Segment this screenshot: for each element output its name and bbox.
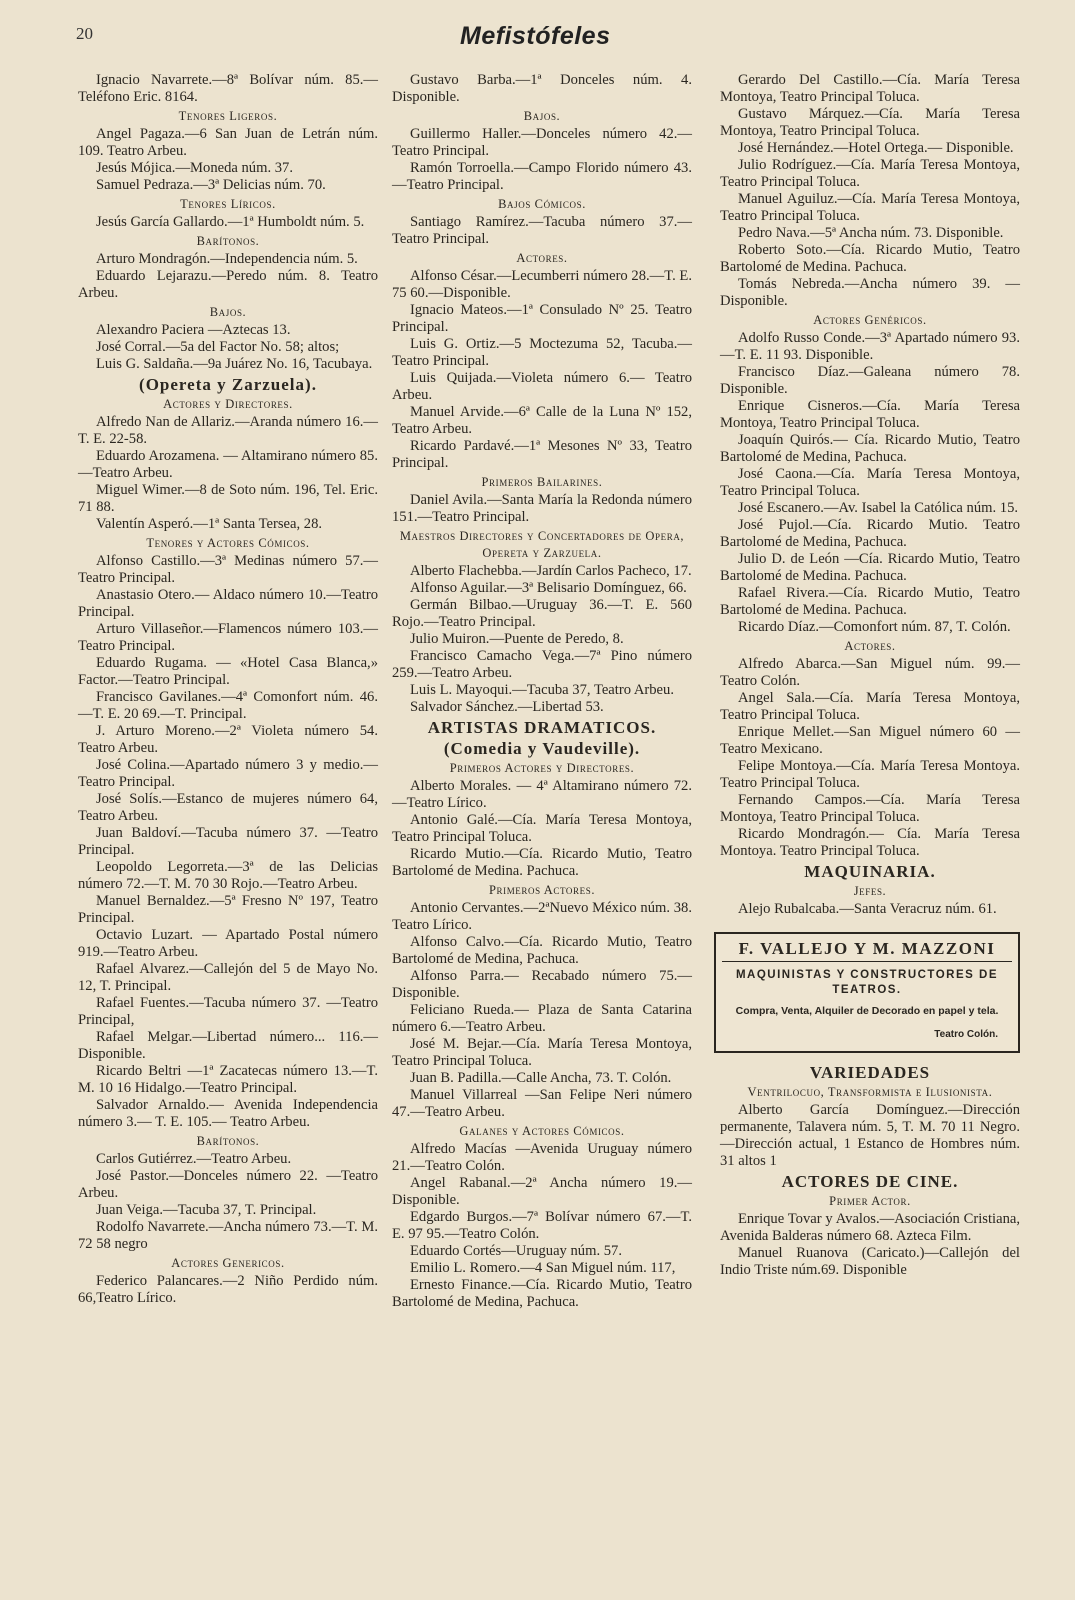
directory-entry: Alfredo Macías —Avenida Uruguay número 21.—Teatro Colón.	[392, 1141, 692, 1174]
directory-entry: Salvador Sánchez.—Libertad 53.	[410, 699, 604, 715]
directory-entry: José Hernández.—Hotel Ortega.— Disponible.	[738, 140, 1014, 156]
section-heading: Primeros Actores.	[488, 883, 596, 897]
directory-entry: Alberto García Domínguez.—Dirección permanente, Talavera núm. 5, T. M. 70 11 Negro.—Dirección actual, 1 Estanco de Hombres núm. 31 altos 1	[720, 1102, 1020, 1169]
directory-entry: José Solís.—Estanco de mujeres número 64, Teatro Arbeu.	[78, 791, 378, 824]
directory-entry: Joaquín Quirós.— Cía. Ricardo Mutio, Teatro Bartolomé de Medina, Pachuca.	[720, 432, 1020, 465]
section-heading: Tenores Ligeros.	[178, 109, 278, 123]
directory-entry: José Colina.—Apartado número 3 y medio.—Teatro Principal.	[78, 757, 378, 790]
directory-entry: Alberto Flachebba.—Jardín Carlos Pacheco, 17.	[410, 563, 692, 579]
right-column-listings-lower	[720, 1063, 1020, 1279]
section-heading: Actores.	[516, 251, 568, 265]
directory-entry: Julio D. de León —Cía. Ricardo Mutio, Teatro Bartolomé de Medina. Pachuca.	[720, 551, 1020, 584]
directory-entry: Rodolfo Navarrete.—Ancha número 73.—T. M. 72 58 negro	[78, 1219, 378, 1252]
directory-entry: Gerardo Del Castillo.—Cía. María Teresa Montoya, Teatro Principal Toluca.	[720, 72, 1020, 105]
column-right	[720, 72, 1020, 1279]
directory-entry: Ricardo Mutio.—Cía. Ricardo Mutio, Teatro Bartolomé de Medina. Pachuca.	[392, 846, 692, 879]
directory-entry: Octavio Luzart. — Apartado Postal número 919.—Teatro Arbeu.	[78, 927, 378, 960]
section-heading: Actores Genericos.	[171, 1256, 285, 1270]
right-column-listings	[720, 72, 1020, 918]
directory-entry: Arturo Villaseñor.—Flamencos número 103.—Teatro Principal.	[78, 621, 378, 654]
directory-entry: Eduardo Cortés—Uruguay núm. 57.	[410, 1243, 622, 1259]
directory-entry: Miguel Wimer.—8 de Soto núm. 196, Tel. Eric. 71 88.	[78, 482, 378, 515]
directory-entry: José Caona.—Cía. María Teresa Montoya, Teatro Principal Toluca.	[720, 466, 1020, 499]
directory-entry: Feliciano Rueda.— Plaza de Santa Catarina número 6.—Teatro Arbeu.	[392, 1002, 692, 1035]
directory-entry: José Corral.—5a del Factor No. 58; altos;	[96, 339, 340, 355]
section-heading: Actores.	[844, 639, 896, 653]
directory-entry: Emilio L. Romero.—4 San Miguel núm. 117,	[410, 1260, 676, 1276]
directory-entry: Rafael Fuentes.—Tacuba número 37. —Teatro Principal,	[78, 995, 378, 1028]
directory-entry: Ramón Torroella.—Campo Florido número 43.—Teatro Principal.	[392, 160, 692, 193]
directory-entry: Alfredo Nan de Allariz.—Aranda número 16.—T. E. 22-58.	[78, 414, 378, 447]
directory-entry: Juan Veiga.—Tacuba 37, T. Principal.	[96, 1202, 317, 1218]
ad-services: Compra, Venta, Alquiler de Decorado en papel y tela.	[735, 1005, 999, 1017]
directory-entry: Daniel Avila.—Santa María la Redonda número 151.—Teatro Principal.	[392, 492, 692, 525]
section-heading: Bajos.	[523, 109, 561, 123]
directory-entry: Juan B. Padilla.—Calle Ancha, 73. T. Colón.	[410, 1070, 672, 1086]
directory-entry: Ignacio Mateos.—1ª Consulado Nº 25. Teatro Principal.	[392, 302, 692, 335]
directory-entry: Alejo Rubalcaba.—Santa Veracruz núm. 61.	[738, 901, 997, 917]
directory-entry: Ernesto Finance.—Cía. Ricardo Mutio, Teatro Bartolomé de Medina, Pachuca.	[392, 1277, 692, 1310]
directory-entry: Alfonso Castillo.—3ª Medinas número 57.—Teatro Principal.	[78, 553, 378, 586]
directory-entry: Guillermo Haller.—Donceles número 42.—Teatro Principal.	[392, 126, 692, 159]
section-heading: Tenores y Actores Cómicos.	[146, 536, 310, 550]
directory-entry: Alberto Morales. — 4ª Altamirano número 72.—Teatro Lírico.	[392, 778, 692, 811]
directory-entry: Antonio Cervantes.—2ªNuevo México núm. 38. Teatro Lírico.	[392, 900, 692, 933]
directory-entry: Ricardo Díaz.—Comonfort núm. 87, T. Colón.	[738, 619, 1011, 635]
directory-entry: Enrique Mellet.—San Miguel número 60 —Teatro Mexicano.	[720, 724, 1020, 757]
section-heading: Galanes y Actores Cómicos.	[459, 1124, 625, 1138]
directory-entry: Manuel Bernaldez.—5ª Fresno Nº 197, Teatro Principal.	[78, 893, 378, 926]
directory-entry: Gustavo Barba.—1ª Donceles núm. 4. Disponible.	[392, 72, 692, 105]
directory-entry: Felipe Montoya.—Cía. María Teresa Montoya. Teatro Principal Toluca.	[720, 758, 1020, 791]
directory-entry: Enrique Tovar y Avalos.—Asociación Cristiana, Avenida Balderas número 68. Azteca Film.	[720, 1211, 1020, 1244]
directory-entry: Roberto Soto.—Cía. Ricardo Mutio, Teatro Bartolomé de Medina. Pachuca.	[720, 242, 1020, 275]
directory-entry: Alfredo Abarca.—San Miguel núm. 99.—Teatro Colón.	[720, 656, 1020, 689]
directory-entry: Santiago Ramírez.—Tacuba número 37.—Teatro Principal.	[392, 214, 692, 247]
directory-entry: Carlos Gutiérrez.—Teatro Arbeu.	[96, 1151, 292, 1167]
directory-entry: Samuel Pedraza.—3ª Delicias núm. 70.	[96, 177, 326, 193]
ad-company-name: F. VALLEJO Y M. MAZZONI	[722, 940, 1012, 962]
directory-entry: José Pujol.—Cía. Ricardo Mutio. Teatro Bartolomé de Medina, Pachuca.	[720, 517, 1020, 550]
directory-entry: Alfonso Calvo.—Cía. Ricardo Mutio, Teatro Bartolomé de Medina, Pachuca.	[392, 934, 692, 967]
directory-entry: Jesús García Gallardo.—1ª Humboldt núm. 5.	[96, 214, 365, 230]
directory-entry: Ricardo Pardavé.—1ª Mesones Nº 33, Teatro Principal.	[392, 438, 692, 471]
directory-entry: Antonio Galé.—Cía. María Teresa Montoya, Teatro Principal Toluca.	[392, 812, 692, 845]
directory-entry: Alfonso Parra.— Recabado número 75.—Disponible.	[392, 968, 692, 1001]
major-heading: (Comedia y Vaudeville).	[443, 739, 641, 758]
directory-entry: Luis G. Saldaña.—9a Juárez No. 16, Tacubaya.	[96, 356, 373, 372]
directory-entry: Luis Quijada.—Violeta número 6.— Teatro Arbeu.	[392, 370, 692, 403]
directory-entry: Adolfo Russo Conde.—3ª Apartado número 93.—T. E. 11 93. Disponible.	[720, 330, 1020, 363]
directory-entry: Julio Muiron.—Puente de Peredo, 8.	[410, 631, 624, 647]
directory-entry: Germán Bilbao.—Uruguay 36.—T. E. 560 Rojo.—Teatro Principal.	[392, 597, 692, 630]
directory-entry: Enrique Cisneros.—Cía. María Teresa Montoya, Teatro Principal Toluca.	[720, 398, 1020, 431]
directory-entry: Federico Palancares.—2 Niño Perdido núm. 66,Teatro Lírico.	[78, 1273, 378, 1306]
directory-entry: Manuel Arvide.—6ª Calle de la Luna Nº 152, Teatro Arbeu.	[392, 404, 692, 437]
directory-entry: José M. Bejar.—Cía. María Teresa Montoya, Teatro Principal Toluca.	[392, 1036, 692, 1069]
directory-entry: Francisco Gavilanes.—4ª Comonfort núm. 46.—T. E. 20 69.—T. Principal.	[78, 689, 378, 722]
directory-entry: Salvador Arnaldo.— Avenida Independencia número 3.— T. E. 105.— Teatro Arbeu.	[78, 1097, 378, 1130]
section-heading: Tenores Líricos.	[180, 197, 276, 211]
page-number: 20	[76, 24, 93, 43]
major-heading: (Opereta y Zarzuela).	[139, 375, 317, 394]
directory-entry: Fernando Campos.—Cía. María Teresa Montoya, Teatro Principal Toluca.	[720, 792, 1020, 825]
directory-entry: Manuel Ruanova (Caricato.)—Callejón del Indio Triste núm.69. Disponible	[720, 1245, 1020, 1278]
section-heading: Ventrilocuo, Transformista e Ilusionista.	[747, 1085, 993, 1099]
section-heading: Barítonos.	[196, 1134, 260, 1148]
directory-entry: Alfonso Aguilar.—3ª Belisario Domínguez, 66.	[410, 580, 687, 596]
directory-entry: Francisco Camacho Vega.—7ª Pino número 259.—Teatro Arbeu.	[392, 648, 692, 681]
section-heading: Jefes.	[853, 884, 887, 898]
masthead: Mefistófeles	[460, 22, 611, 50]
section-heading: Maestros Directores y Concertadores de Opera, Opereta y Zarzuela.	[399, 529, 685, 560]
directory-entry: Manuel Villarreal —San Felipe Neri número 47.—Teatro Arbeu.	[392, 1087, 692, 1120]
directory-entry: Ricardo Mondragón.— Cía. María Teresa Montoya. Teatro Principal Toluca.	[720, 826, 1020, 859]
directory-entry: Julio Rodríguez.—Cía. María Teresa Montoya, Teatro Principal Toluca.	[720, 157, 1020, 190]
section-heading: Barítonos.	[196, 234, 260, 248]
major-heading: VARIEDADES	[809, 1063, 931, 1082]
section-heading: Primer Actor.	[829, 1194, 911, 1208]
directory-entry: Arturo Mondragón.—Independencia núm. 5.	[96, 251, 358, 267]
directory-entry: Rafael Melgar.—Libertad número... 116.— Disponible.	[78, 1029, 378, 1062]
directory-entry: Gustavo Márquez.—Cía. María Teresa Montoya, Teatro Principal Toluca.	[720, 106, 1020, 139]
section-heading: Bajos Cómicos.	[498, 197, 586, 211]
directory-entry: J. Arturo Moreno.—2ª Violeta número 54. Teatro Arbeu.	[78, 723, 378, 756]
section-heading: Primeros Actores y Directores.	[449, 761, 635, 775]
section-heading: Actores y Directores.	[163, 397, 293, 411]
directory-entry: Valentín Asperó.—1ª Santa Tersea, 28.	[96, 516, 323, 532]
directory-entry: Juan Baldoví.—Tacuba número 37. —Teatro Principal.	[78, 825, 378, 858]
section-heading: Primeros Bailarines.	[481, 475, 603, 489]
section-heading: Actores Genéricos.	[813, 313, 927, 327]
directory-entry: Jesús Mójica.—Moneda núm. 37.	[96, 160, 293, 176]
directory-entry: Ricardo Beltri —1ª Zacatecas número 13.—T. M. 10 16 Hidalgo.—Teatro Principal.	[78, 1063, 378, 1096]
directory-entry: Luis G. Ortiz.—5 Moctezuma 52, Tacuba.—Teatro Principal.	[392, 336, 692, 369]
major-heading: ACTORES DE CINE.	[781, 1172, 959, 1191]
directory-entry: Luis L. Mayoqui.—Tacuba 37, Teatro Arbeu.	[410, 682, 674, 698]
page-header	[0, 18, 1075, 58]
advertisement-box	[714, 932, 1020, 1053]
ad-location: Teatro Colón.	[934, 1029, 998, 1040]
directory-entry: Manuel Aguiluz.—Cía. María Teresa Montoya, Teatro Principal Toluca.	[720, 191, 1020, 224]
section-heading: Bajos.	[209, 305, 247, 319]
directory-entry: Tomás Nebreda.—Ancha número 39. —Disponible.	[720, 276, 1020, 309]
directory-entry: Pedro Nava.—5ª Ancha núm. 73. Disponible.	[738, 225, 1004, 241]
directory-entry: Alexandro Paciera —Aztecas 13.	[96, 322, 291, 338]
ad-subtitle: MAQUINISTAS Y CONSTRUCTORES DE TEATROS.	[735, 969, 999, 996]
directory-entry: Edgardo Burgos.—7ª Bolívar número 67.—T. E. 97 95.—Teatro Colón.	[392, 1209, 692, 1242]
directory-entry: Francisco Díaz.—Galeana número 78. Disponible.	[720, 364, 1020, 397]
directory-entry: Rafael Alvarez.—Callejón del 5 de Mayo No. 12, T. Principal.	[78, 961, 378, 994]
directory-entry: Rafael Rivera.—Cía. Ricardo Mutio, Teatro Bartolomé de Medina. Pachuca.	[720, 585, 1020, 618]
directory-entry: Leopoldo Legorreta.—3ª de las Delicias número 72.—T. M. 70 30 Rojo.—Teatro Arbeu.	[78, 859, 378, 892]
directory-entry: Angel Sala.—Cía. María Teresa Montoya, Teatro Principal Toluca.	[720, 690, 1020, 723]
directory-entry: Eduardo Lejarazu.—Peredo núm. 8. Teatro Arbeu.	[78, 268, 378, 301]
column-middle	[392, 72, 692, 1311]
directory-entry: Ignacio Navarrete.—8ª Bolívar núm. 85.—Teléfono Eric. 8164.	[78, 72, 378, 105]
directory-entry: Angel Pagaza.—6 San Juan de Letrán núm. 109. Teatro Arbeu.	[78, 126, 378, 159]
major-heading: ARTISTAS DRAMATICOS.	[427, 718, 657, 737]
major-heading: MAQUINARIA.	[804, 862, 936, 881]
directory-entry: Alfonso César.—Lecumberri número 28.—T. E. 75 60.—Disponible.	[392, 268, 692, 301]
directory-entry: Anastasio Otero.— Aldaco número 10.—Teatro Principal.	[78, 587, 378, 620]
directory-entry: José Pastor.—Donceles número 22. —Teatro Arbeu.	[78, 1168, 378, 1201]
directory-entry: José Escanero.—Av. Isabel la Católica núm. 15.	[738, 500, 1019, 516]
directory-entry: Eduardo Rugama. — «Hotel Casa Blanca,» Factor.—Teatro Principal.	[78, 655, 378, 688]
column-left	[78, 72, 378, 1307]
directory-entry: Angel Rabanal.—2ª Ancha número 19.—Disponible.	[392, 1175, 692, 1208]
directory-entry: Eduardo Arozamena. — Altamirano número 85.—Teatro Arbeu.	[78, 448, 378, 481]
